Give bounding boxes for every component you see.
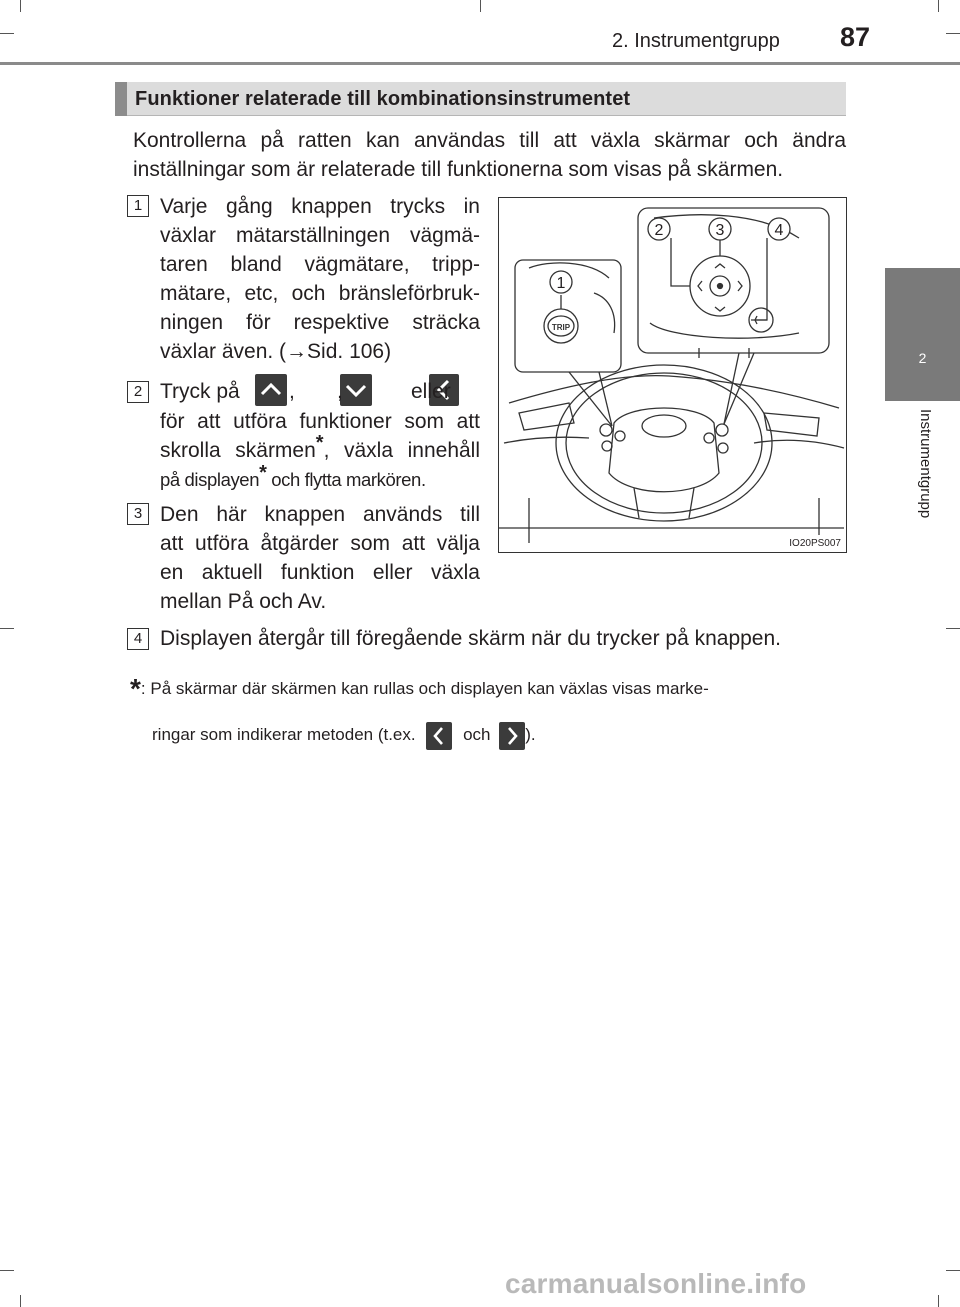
- crop-mark: [938, 0, 939, 12]
- item-2-line-4a: på displayen: [160, 469, 260, 490]
- footnote-text-2c: ).: [525, 725, 536, 744]
- chevron-down-icon: [340, 374, 372, 406]
- steering-wheel-figure: [498, 197, 847, 553]
- callout-1: 1: [556, 275, 566, 292]
- item-2-line-2: för att utföra funktioner som att: [160, 410, 480, 433]
- chevron-left-icon: [426, 722, 452, 750]
- crop-mark: [938, 1295, 939, 1307]
- item-2-sep: ,: [337, 380, 343, 403]
- item-badge-3: 3: [127, 503, 149, 525]
- chevron-right-icon: [499, 722, 525, 750]
- item-badge-1: 1: [127, 195, 149, 217]
- item-2-line-4b: och flytta markören.: [266, 469, 426, 490]
- watermark: carmanualsonline.info: [505, 1268, 807, 1299]
- chapter-tab-label-box: [885, 405, 960, 575]
- item-1-line: mätare, etc, och bränsleförbruk-: [160, 282, 480, 305]
- item-1-line: Varje gång knappen trycks in: [160, 195, 480, 218]
- chapter-tab-label: Instrumentgrupp: [917, 409, 934, 519]
- callout-2: 2: [654, 222, 664, 239]
- figure-code: IO20PS007: [789, 538, 841, 549]
- item-2-line-3: [160, 432, 481, 465]
- crop-mark: [0, 1270, 14, 1271]
- item-2-or: eller: [411, 380, 451, 403]
- item-4-text: Displayen återgår till föregående skärm när du trycker på knappen.: [160, 627, 781, 650]
- callout-4: 4: [774, 222, 784, 239]
- footnote-text-2b: och: [463, 725, 491, 744]
- item-2-sep: ,: [289, 380, 295, 403]
- footnote-star: *: [130, 673, 141, 704]
- item-1-line: taren bland vägmätare, tripp-: [160, 253, 480, 276]
- crop-mark: [946, 1270, 960, 1271]
- item-badge-2: 2: [127, 381, 149, 403]
- crop-mark: [20, 1295, 21, 1307]
- item-1-line: växlar även. (→Sid. 106): [160, 340, 392, 363]
- chevron-up-icon: [255, 374, 287, 406]
- footnote-text-2a: ringar som indikerar metoden (t.ex.: [152, 725, 416, 744]
- header-rule: [0, 62, 960, 65]
- item-3-line: en aktuell funktion eller växla: [160, 561, 480, 584]
- chapter-tab-number: 2: [918, 350, 927, 366]
- item-2-line-4: [160, 461, 482, 494]
- item-3-line: mellan På och Av.: [160, 590, 327, 613]
- crop-mark: [946, 628, 960, 629]
- section-title: Funktioner relaterade till kombinationsinstrumentet: [135, 88, 631, 110]
- crop-mark: [0, 628, 14, 629]
- steering-wheel-illustration: [499, 198, 845, 551]
- crop-mark: [480, 0, 481, 12]
- footnote-line-2: [130, 712, 850, 758]
- footnote-star: *: [259, 461, 267, 484]
- item-1-line: ningen för respektive sträcka: [160, 311, 480, 334]
- crop-mark: [20, 0, 21, 12]
- item-3-line: Den här knappen används till: [160, 503, 480, 526]
- item-1-text: [160, 192, 480, 366]
- item-3-line: att utföra åtgärder som att välja: [160, 532, 480, 555]
- item-2-line-3b: , växla innehåll: [323, 439, 481, 462]
- item-1-line: växlar mätarställningen vägmä-: [160, 224, 480, 247]
- item-badge-4: 4: [127, 628, 149, 650]
- item-2-prefix: Tryck på: [160, 380, 240, 403]
- chapter-tab: [885, 268, 960, 401]
- footnote-star: *: [315, 432, 324, 454]
- trip-button-label: TRIP: [551, 323, 571, 332]
- page-number: 87: [840, 22, 871, 52]
- item-2-line-3a: skrolla skärmen: [160, 439, 316, 462]
- chapter-title: 2. Instrumentgrupp: [612, 30, 780, 52]
- intro-paragraph: Kontrollerna på ratten kan användas till att växla skärmar och ändra inställningar som är relaterade till funktionerna som visas på skärmen.: [133, 129, 846, 181]
- footnote-line-1: [130, 666, 850, 712]
- crop-mark: [946, 33, 960, 34]
- callout-3: 3: [715, 222, 725, 239]
- crop-mark: [0, 33, 14, 34]
- footnote: [130, 666, 850, 758]
- item-2-line-1: [160, 374, 480, 410]
- item-3-text: [160, 500, 480, 616]
- footnote-text-1: : På skärmar där skärmen kan rullas och displayen kan växlas visas marke-: [140, 679, 709, 698]
- section-heading-accent: [115, 82, 127, 116]
